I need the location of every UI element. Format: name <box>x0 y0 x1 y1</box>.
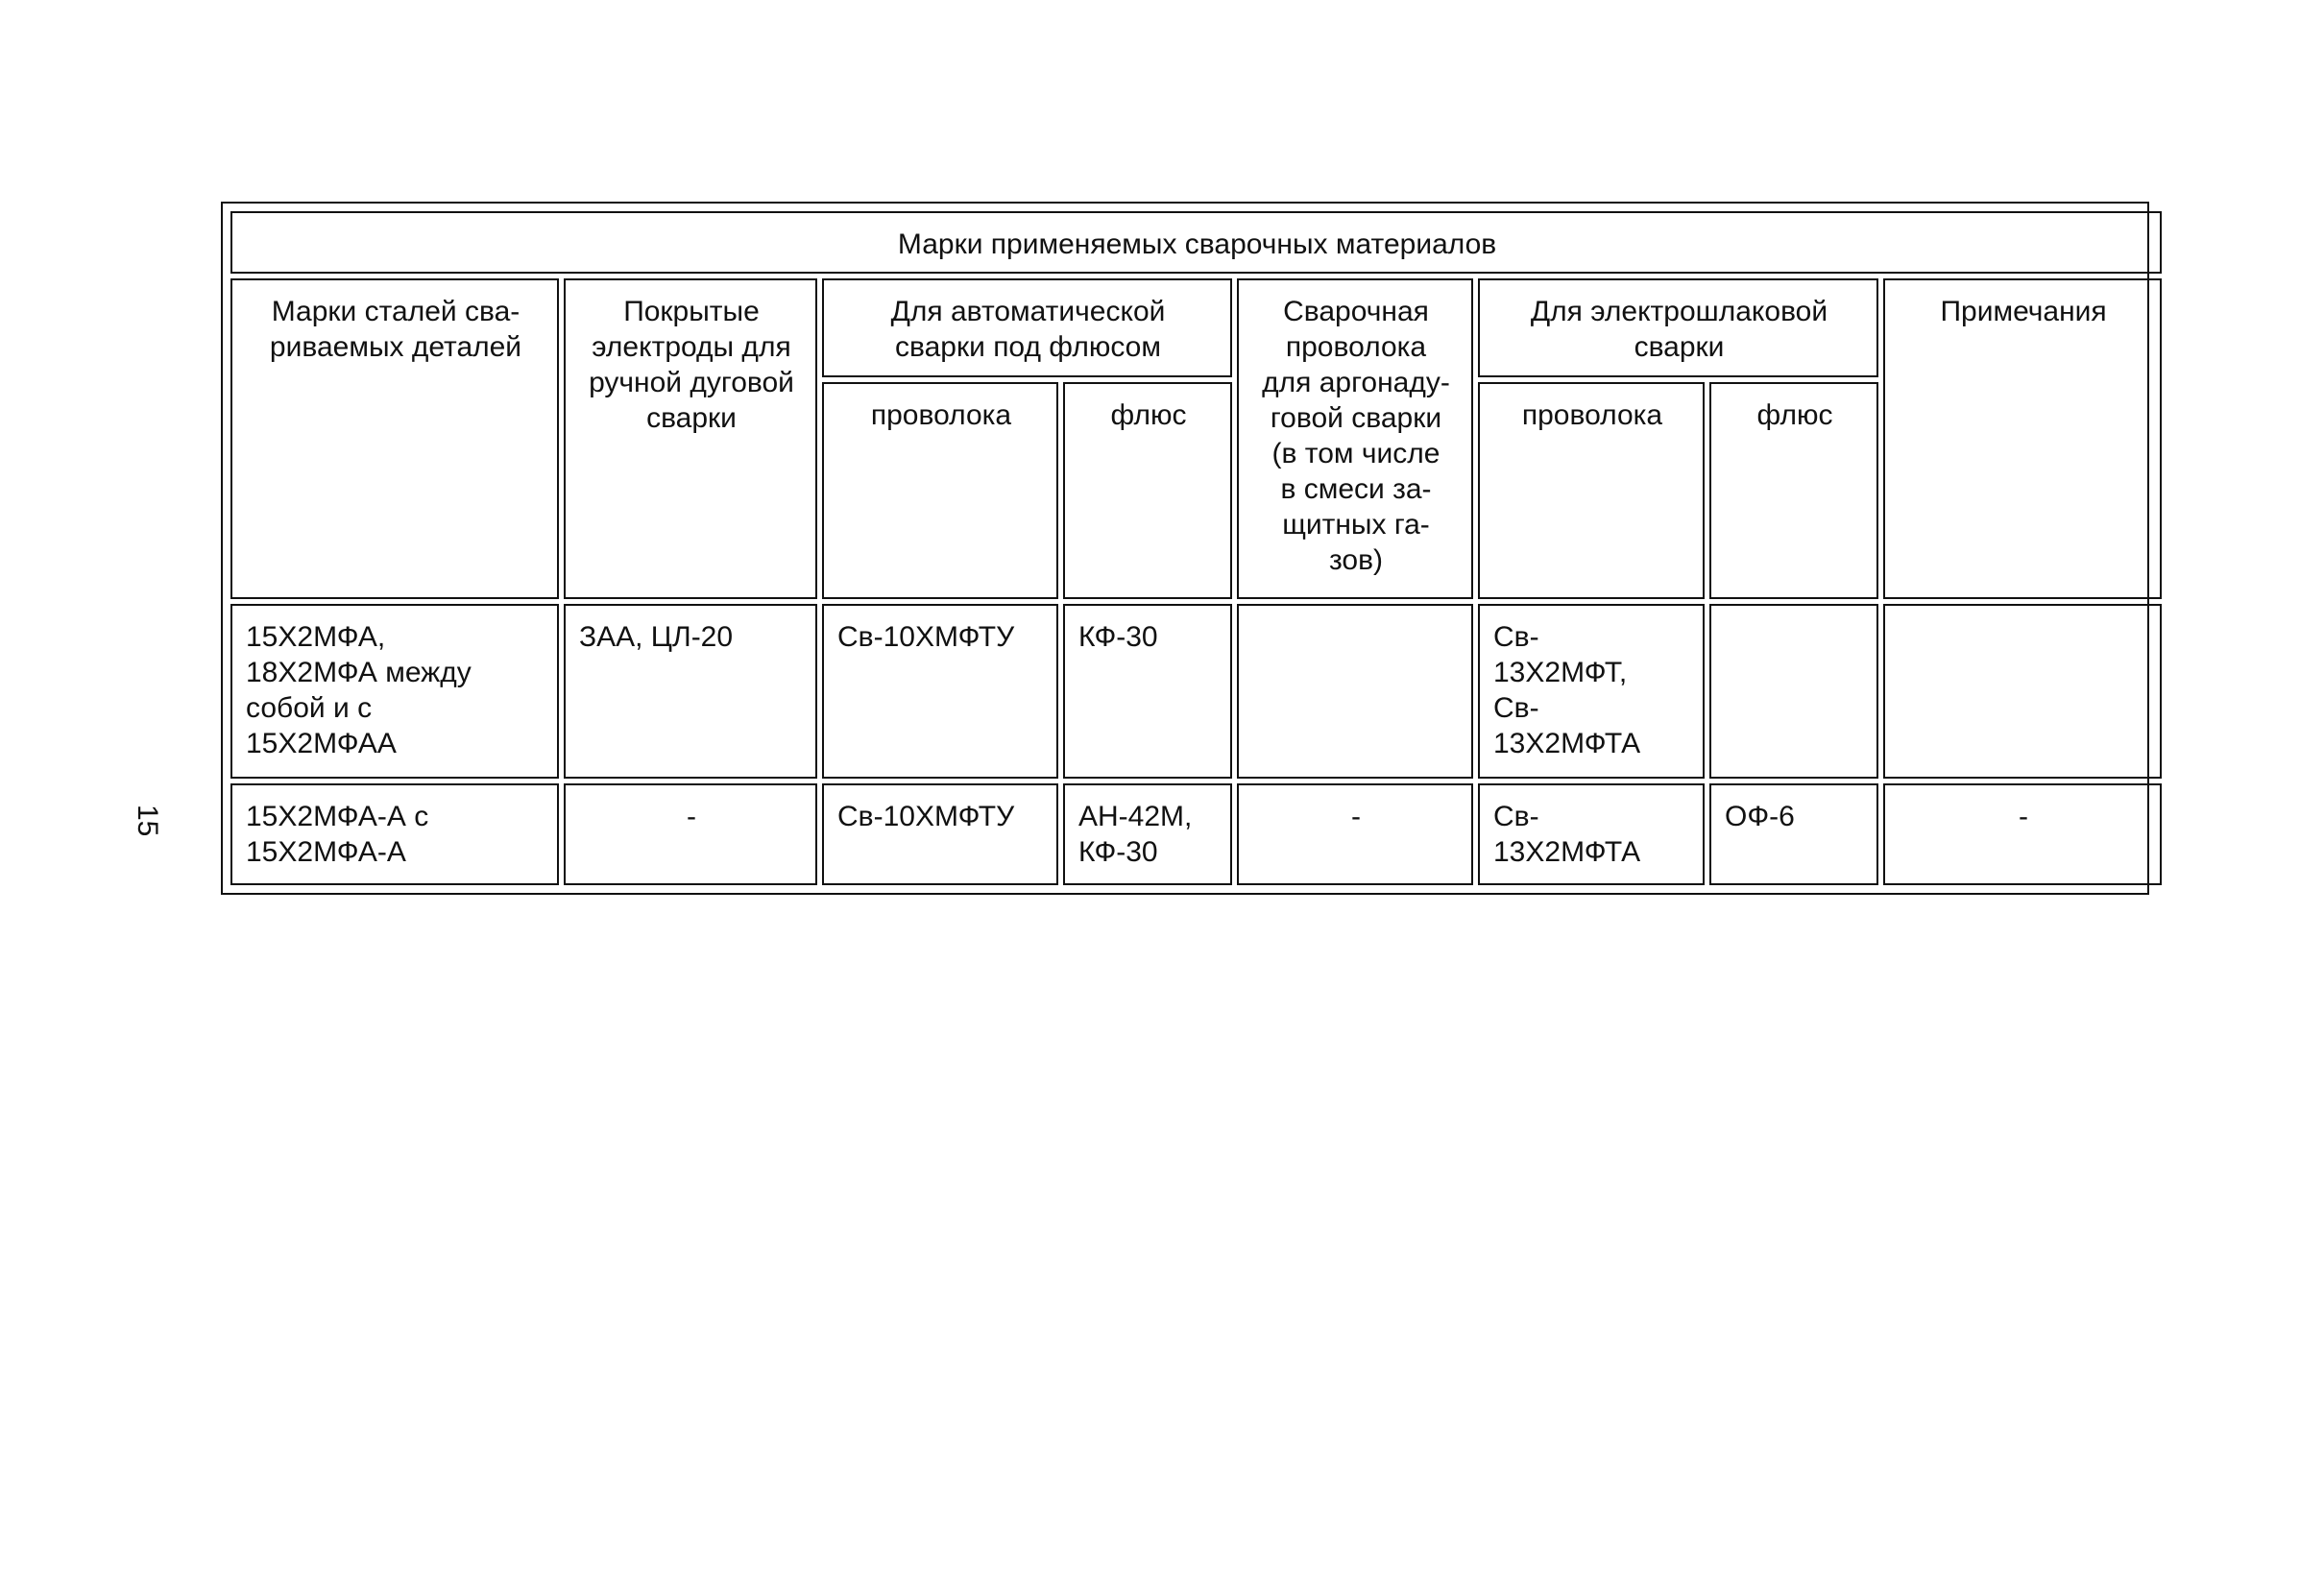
cell-slag-flux: ОФ-6 <box>1709 783 1878 885</box>
header-auto-flux: флюс <box>1063 382 1232 599</box>
cell-argon-wire: - <box>1237 783 1473 885</box>
cell-coated-electrodes: - <box>564 783 817 885</box>
welding-materials-table <box>226 206 2167 890</box>
cell-slag-wire: Св- 13Х2МФТ, Св- 13Х2МФТА <box>1478 604 1705 779</box>
cell-coated-electrodes: ЗАА, ЦЛ-20 <box>564 604 817 779</box>
cell-argon-wire <box>1237 604 1473 779</box>
cell-auto-wire: Св-10ХМФТУ <box>822 783 1058 885</box>
header-notes: Примечания <box>1883 278 2162 599</box>
table-row <box>230 604 2162 779</box>
header-auto-welding: Для автоматической сварки под флюсом <box>822 278 1232 377</box>
cell-auto-flux: КФ-30 <box>1063 604 1232 779</box>
welding-materials-table-frame <box>221 202 2149 895</box>
header-slag-flux: флюс <box>1709 382 1878 599</box>
header-slag-wire: проволока <box>1478 382 1705 599</box>
header-steel-grades: Марки сталей сва- риваемых деталей <box>230 278 559 599</box>
cell-steel-grades: 15Х2МФА-А с 15Х2МФА-А <box>230 783 559 885</box>
cell-notes: - <box>1883 783 2162 885</box>
cell-slag-wire: Св- 13Х2МФТА <box>1478 783 1705 885</box>
cell-steel-grades: 15Х2МФА, 18Х2МФА между собой и с 15Х2МФАА <box>230 604 559 779</box>
cell-slag-flux <box>1709 604 1878 779</box>
page-number: 15 <box>132 805 163 837</box>
header-coated-electrodes: Покрытые электроды для ручной дуговой сварки <box>564 278 817 599</box>
header-row-1 <box>230 278 2162 377</box>
table-title-row <box>230 211 2162 274</box>
cell-notes <box>1883 604 2162 779</box>
table-row <box>230 783 2162 885</box>
table-title: Марки применяемых сварочных материалов <box>230 211 2162 274</box>
header-auto-wire: проволока <box>822 382 1058 599</box>
header-electroslag: Для электрошлаковой сварки <box>1478 278 1878 377</box>
header-argon-wire: Сварочная проволока для аргонаду- говой сварки (в том числе в смеси за- щитных га- зов) <box>1237 278 1473 599</box>
cell-auto-flux: АН-42М, КФ-30 <box>1063 783 1232 885</box>
cell-auto-wire: Св-10ХМФТУ <box>822 604 1058 779</box>
